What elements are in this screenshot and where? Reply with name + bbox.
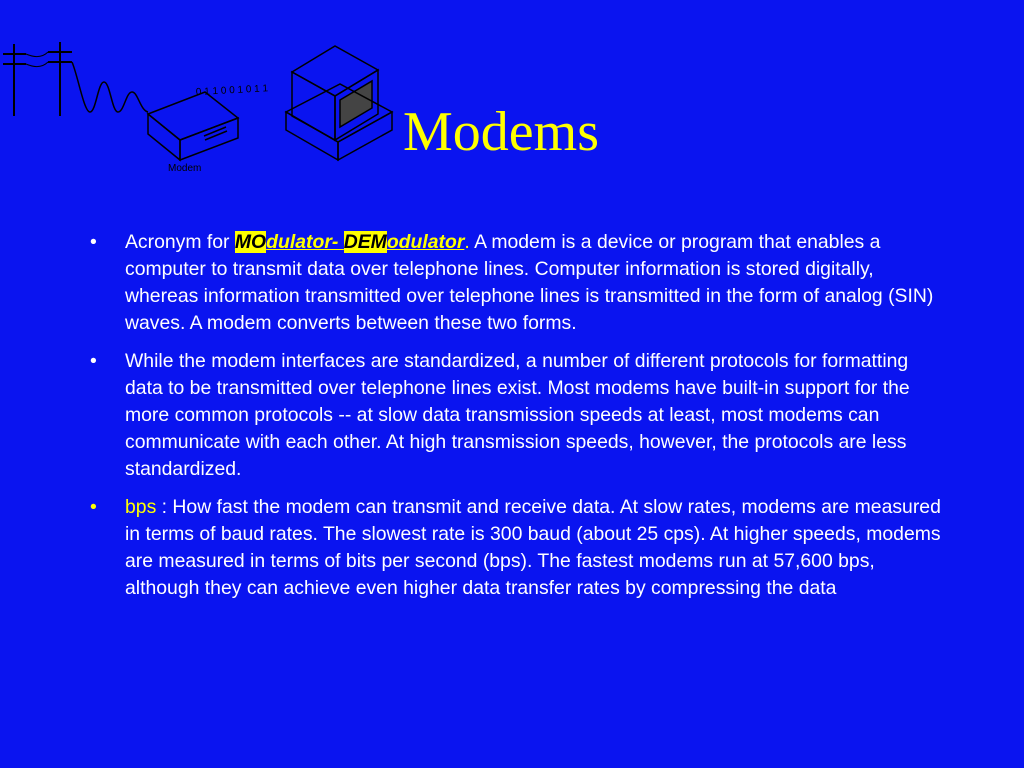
bullet-bps [90, 494, 950, 602]
acronym-rest-mo: dulator- [266, 231, 344, 253]
bullet-mark: • [90, 231, 97, 253]
acronym-term [235, 231, 464, 253]
modem-clipart [0, 36, 400, 186]
bullet-text: While the modem interfaces are standardized, a number of different protocols for formatting data to be transmitted over telephone lines exist. Most modems have built-in support for the more common protocols -- at slow data transmission speeds at least, most modems can communicate with each other. At high transmission speeds, however, the protocols are less standardized. [125, 350, 910, 480]
acronym-rest-dem: odulator [386, 231, 465, 253]
bullet-list [90, 229, 950, 613]
bullet-protocols [90, 348, 950, 483]
bullet-mark: • [90, 496, 97, 518]
computer-icon [286, 46, 392, 160]
bullet-acronym [90, 229, 950, 337]
slide-title: Modems [403, 101, 599, 163]
acronym-cap-mo: MO [234, 231, 267, 253]
acronym-period: . [464, 231, 470, 253]
bullet-text: A modem is a device or program that enables a computer to transmit data over telephone lines. Computer information is stored digitally, whereas information transmitted over telephone lines is transmitted in the form of analog (SIN) waves. A modem converts between these two forms. [125, 231, 934, 334]
modem-label: Modem [168, 163, 202, 174]
bullet-text: : How fast the modem can transmit and receive data. At slow rates, modems are measured in terms of baud rates. The slowest rate is 300 baud (about 25 cps). At higher speeds, modems are measured in terms of bits per second (bps). The fastest modems run at 57,600 bps, although they can achieve even higher data transfer rates by compressing the data [125, 496, 941, 599]
bullet-mark: • [90, 350, 97, 372]
telephone-pole-icon [3, 42, 72, 116]
binary-label: 0 1 1 0 0 1 0 1 1 [195, 83, 269, 98]
acronym-cap-dem: DEM [343, 231, 387, 253]
bps-term: bps [125, 496, 157, 518]
acronym-prefix: Acronym for [125, 231, 235, 253]
modem-icon [148, 92, 238, 160]
signal-wave-icon [72, 62, 148, 112]
